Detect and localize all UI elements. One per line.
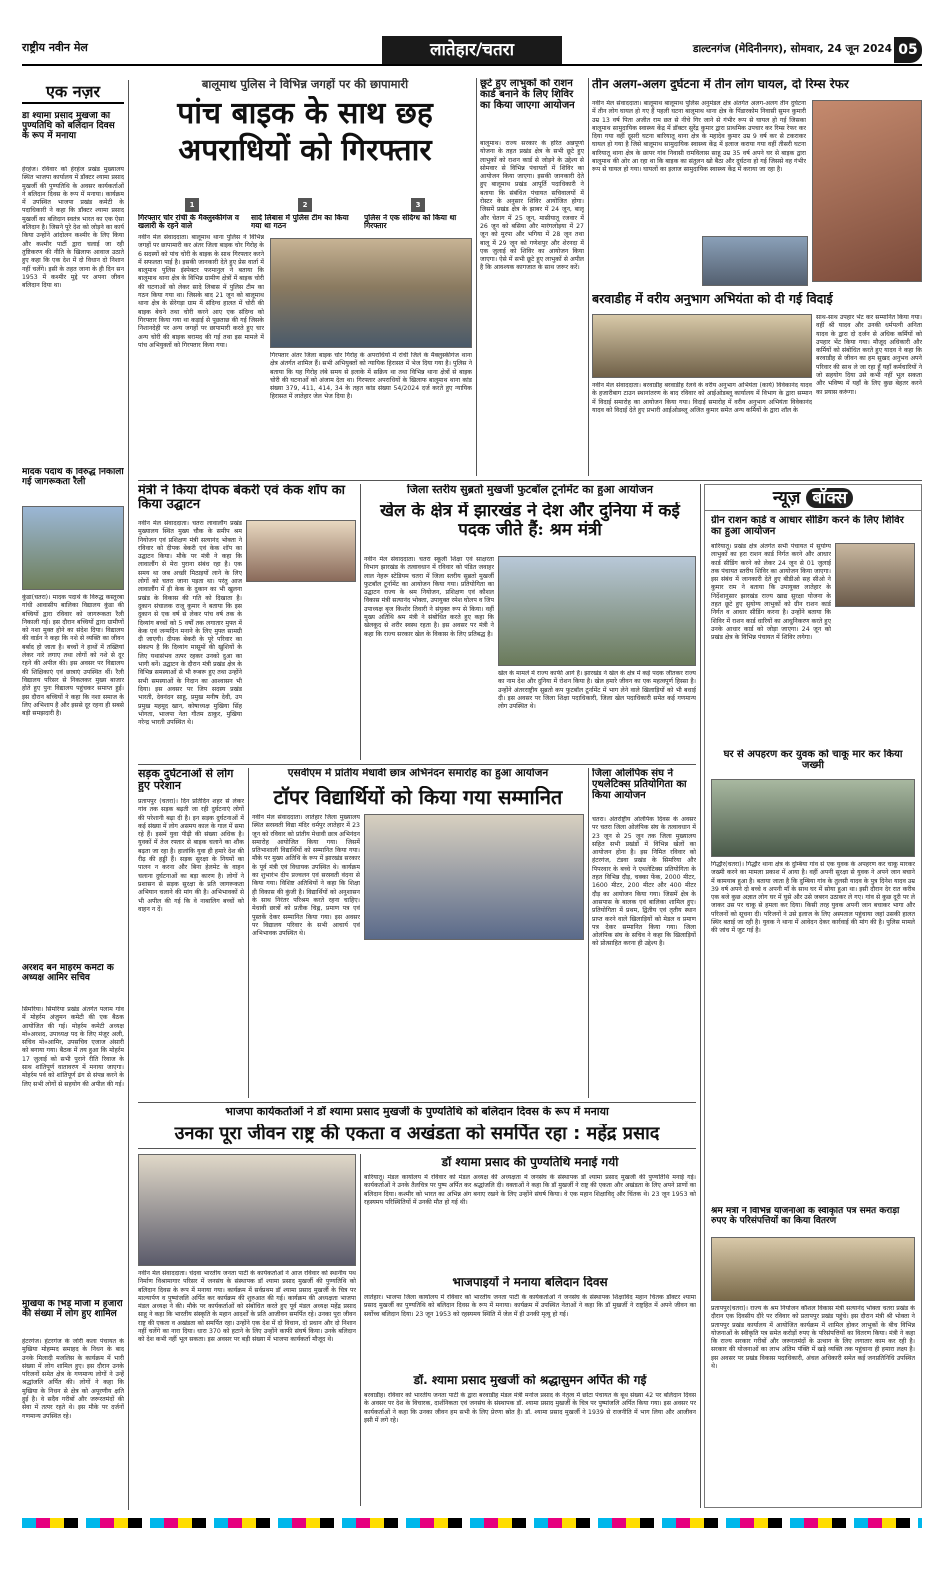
section-title: लातेहार/चतरा xyxy=(382,36,562,64)
page-number: 05 xyxy=(894,37,922,63)
rally-photo xyxy=(22,506,124,590)
nb-s2-headline: घर से अपहरण कर युवक को चाकू मार कर किया जख्मी xyxy=(723,749,903,771)
ration-body: बालूमाथ। राज्य सरकार के हरित अन्नपूर्णा योजना के तहत प्रखंड क्षेत्र के सभी छूटे हुए लाभुकों को राशन कार्ड से जोड़ने के उद्देश्य से सोमवार से विभिन्न पंचायतों में शिविर का आयोजन किया जाएगा। इसकी जानकारी देते हुए बालूमाथ प्रखंड आपूर्ति पदाधिकारी ने बताया कि संबंधित पंचायत सचिवालयों में रोस्टर के अनुसार शिविर आयोजित होगा। जिसमें प्रखंड क्षेत्र के झाबर में 24 जून, बालू और चेताग में 25 जून, मासीयातू रजवार में 26 जून को बसिया और मारंगलोइया में 27 जून को मुरपा और भगिया में 28 जून तथा बालू में 29 जून को गणेशपुर और शेरनदा में एक जुलाई को शिविर का आयोजन किया जाएगा। ऐसे में सभी छूटे हुए लाभुकों से अपील है कि आवश्यक कागजात के साथ जरूर करें। xyxy=(480,140,584,272)
s2-headline: मादक पदार्थ के विरुद्ध निकाली गई जागरूकता रैली xyxy=(22,468,124,487)
column-rule xyxy=(128,80,129,1510)
nb-s2-body: गिद्धौर(चतरा)। गिद्धौर थाना क्षेत्र के दुम्बिया गांव से एक युवक के अपहरण कर चाकू मारकर जख्मी करने का मामला प्रकाश में आया है। वहीं अपनी सुरक्षा से युवक ने अपने जान बचाने में कामयाब हुआ है। बताया जाता है कि दुम्बिया गांव के तुलसी यादव के पुत्र दिनेश यादव उम्र 39 वर्ष अपने दो बच्चे व अपनी माँ के साथ घर में सोया हुआ था। इसी दौरान देर रात करीब एक बजे कुछ अज्ञात लोग घर में घुसे और उसे जबरन उठाकर ले गए। गांव से कुछ दूरी पर ले जाकर उस पर चाकू से हमला कर दिया। किसी तरह युवक अपनी जान बचाकर भागा और परिजनों को सूचना दी। परिजनों ने उसे इलाज के लिए अस्पताल पहुंचाया जहां उसकी हालत स्थिर बताई जा रही है। युवक ने थाना में आवेदन देकर कार्रवाई की मांग की है। पुलिस मामले की जांच में जुट गई है। xyxy=(711,861,915,935)
section-rule xyxy=(138,480,922,481)
news-box xyxy=(704,484,922,1508)
farewell-group-photo xyxy=(592,314,812,378)
toppers-photo xyxy=(364,814,584,940)
s4-headline: मुखिया के भिड़े मौजी में हजारों की संख्या में लोग हुए शामिल xyxy=(22,1300,123,1319)
section-rule xyxy=(138,1102,696,1103)
column-rule xyxy=(248,768,249,1098)
lead-body-left: नवीन मेल संवाददाता। बालूमाथ थाना पुलिस ने विभिन्न जगहों पर छापामारी कर अंतर जिला बाइक चोर गिरोह के 6 सदस्यों को पांच चोरी के बाइक के साथ गिरफ्तार करने में सफलता पाई है। इसकी जानकारी देते हुए प्रेस वार्ता में बालूमाथ पुलिस इंस्पेक्टर फरमानुल ने बताया कि बालूमाथ थाना क्षेत्र के विभिन्न ग्रामीण क्षेत्रों में बाइक चोरी की घटनाओं को लेकर सादे लिबास में पुलिस टीम का गठन किया गया था। जिसके बाद 21 जून को बालूमाथ थाना क्षेत्र के सेरेगड़ा ग्राम में संदिग्ध हालत में चोरी की बाइक बेचने तथा चोरी करने आए एक संदिग्ध को गिरफ्तार किया गया था कड़ाई से पूछताछ की गई जिसके निशानदेही पर अन्य जगहों पर छापामारी करते हुए चार अन्य चोरी की बाइक बरामद की गई तथा इस मामले में पांच अभियुक्तों को गिरफ्तार किया गया। xyxy=(138,234,264,349)
s1-headline: डॉ श्यामा प्रसाद मुखर्जी की पुण्यतिथि को बलिदान दिवस के रूप में मनाया xyxy=(22,112,115,141)
lead-headline: पांच बाइक के साथ छह अपराधियों को गिरफ्तार xyxy=(177,96,433,168)
toppers-kicker: एसवीएम में प्रांतीय मेधावी छात्र अभिनंदन समारोह का हुआ आयोजन xyxy=(287,768,549,779)
brand-name: राष्ट्रीय नवीन मेल xyxy=(22,41,88,54)
registration-color-bar xyxy=(22,1518,922,1528)
toppers-headline: टॉपर विद्यार्थियों को किया गया सम्मानित xyxy=(273,786,563,808)
spm-headline: उनका पूरा जीवन राष्ट्र की एकता व अखंडता को समर्पित रहा : महेंद्र प्रसाद xyxy=(138,1124,696,1149)
nb-s1-photo xyxy=(835,543,915,607)
column-rule xyxy=(476,78,477,476)
column-rule xyxy=(700,484,701,1508)
ek-nazar-title: एक नज़र xyxy=(22,80,124,104)
olympic-headline: जिला ओलंपिक संघ ने एथलेटिक्स प्रतियोगिता का किया आयोजन xyxy=(592,768,687,801)
ration-headline: छूटे हुए लाभुकों को राशन कार्ड बनाने के लिए शिविर का किया जाएगा आयोजन xyxy=(480,78,575,111)
farewell-headline: बरवाडीह में वरीय अनुभाग अभियंता को दी गई विदाई xyxy=(592,292,833,306)
spm-s2-body: बारियातू। मंडल कार्यालय में रविवार को मंडल अध्यक्ष की अध्यक्षता में जनसंघ के संस्थापक डॉ श्यामा प्रसाद मुखर्जी की पुण्यतिथि मनाई गई। कार्यकर्ताओं ने उनके तैलचित्र पर पुष्प अर्पित कर श्रद्धांजलि दी। वक्ताओं ने कहा कि डॉ मुखर्जी ने राष्ट्र की एकता और अखंडता के लिए अपने प्राणों का बलिदान दिया। कश्मीर को भारत का अभिन्न अंग बनाए रखने के लिए उन्होंने संघर्ष किया। वे एक महान शिक्षाविद् और चिंतक थे। 23 जून 1953 को रहस्यमय परिस्थितियों में उनकी मौत हो गई थी। xyxy=(364,1174,696,1206)
subhead-number-3: 3 xyxy=(411,198,425,212)
spm-s4-body: बरवाडीह। रविवार को भारतीय जनता पार्टी के द्वारा बरवाडीह मंडल मंत्री मनोज प्रसाद के नेतृत्व में छोटा पंचायत के बूथ संख्या 42 पर बलिदान दिवस के अवसर पर देश के विचारक, दार्शनिकता एवं जनसंघ के संस्थापक डॉ. श्यामा प्रसाद मुखर्जी के चित्र पर पुष्पांजलि अर्पित किया गया। इस अवसर पर कार्यकर्ताओं ने कहा कि उनका जीवन हम सभी के लिए प्रेरणा स्रोत है। डॉ. श्यामा प्रसाद मुखर्जी ने 1939 से राजनीति में भाग लिया और आजीवन इसी में लगे रहे। xyxy=(364,1392,696,1424)
football-body-right: खेल के मामले में राज्य काफी आगे है। झारखंड ने खेल के क्षेत्र में कई पदक जीतकर राज्य का नाम देश और दुनिया में रोशन किया है। खेल हमारे जीवन का एक महत्वपूर्ण हिस्सा है। उन्होंने अंतरराष्ट्रीय सुब्रतो कप फुटबॉल टूर्नामेंट में भाग लेने वाले खिलाड़ियों को भी बधाई दी। इस अवसर पर जिला शिक्षा पदाधिकारी, जिला खेल पदाधिकारी समेत कई गणमान्य लोग उपस्थित थे। xyxy=(498,670,696,711)
nb-s3-body: प्रतापपुर(चतरा)। राज्य के श्रम नियोजन कौशल विकास मंत्री सत्यानंद भोक्ता चतरा प्रखंड के दौरान एक दिवसीय दौरे पर रविवार को प्रतापपुर प्रखंड पहुंचे। इस दौरान मंत्री श्री भोक्ता ने प्रतापपुर प्रखंड कार्यालय में आयोजित कार्यक्रम में शामिल होकर लाभुकों के बीच विभिन्न योजनाओं के स्वीकृति पत्र समेत करोड़ों रुपए के परिसंपत्तियों का वितरण किया। मंत्री ने कहा कि राज्य सरकार गरीबों और जरूरतमंदों के उत्थान के लिए लगातार काम कर रही है। सरकार की योजनाओं का लाभ अंतिम पंक्ति में खड़े व्यक्ति तक पहुंचाना ही हमारा लक्ष्य है। इस अवसर पर प्रखंड विकास पदाधिकारी, अंचल अधिकारी समेत कई जनप्रतिनिधि उपस्थित थे। xyxy=(711,1305,915,1371)
lead-subheads xyxy=(138,192,472,231)
news-box-title xyxy=(705,485,921,511)
ek-nazar-column xyxy=(22,80,124,1510)
subhead-3-text: पुलिस ने एक संदिग्ध को किया था गिरफ्तार xyxy=(364,214,457,231)
spm-s3-body: लातेहार। भाजपा जिला कार्यालय में रविवार को भारतीय जनता पार्टी के कार्यकर्ताओं ने जनसंघ के संस्थापक शिक्षाविद महान चिंतक डॉक्टर श्यामा प्रसाद मुखर्जी का पुण्यतिथि को बलिदान दिवस के रूप में मनाया। कार्यक्रम में उपस्थित नेताओं ने कहा कि डॉ मुखर्जी ने राष्ट्रहित में अपने जीवन का सर्वोच्च बलिदान दिया। 23 जून 1953 को रहस्यमय स्थिति में जेल में ही उनकी मृत्यु हो गई। xyxy=(364,1294,696,1318)
nb-s3-headline: श्रम मंत्री ने विभिन्न योजनाओं के स्वीकृति पत्र समेत करोड़ों रुपए के परिसंपत्तियों का किया वितरण xyxy=(711,1207,900,1226)
bakery-body-right xyxy=(246,586,356,760)
column-rule xyxy=(588,768,589,1098)
nb-s1-headline: ग्रीन राशन कार्ड व आधार सीडिंग करने के लिए शिविर का हुआ आयोजन xyxy=(711,515,904,537)
farewell-body-right: साथ-साथ उपहार भेंट कर सम्मानित किया गया। वहीं श्री यादव और उनकी धर्मपत्नी अनिता यादव के द्वारा दो दर्जन से अधिक कर्मियों को उपहार भेंट किया गया। मौजूद अधिकारी और कर्मियों को संबोधित करते हुए यादव ने कहा कि बरवाडीह से जीवन का हम सुखद अनुभव अपने परिवार की साथ ले जा रहा हूँ यहाँ कर्मचारियों ने जो सहयोग दिया उसे कभी नहीं भूल सकता और भविष्य में यहाँ के लिए कुछ बेहतर करने का प्रयास करूंगा। xyxy=(816,314,922,396)
football-event-photo xyxy=(498,556,696,666)
injured-child-photo xyxy=(812,100,922,282)
lead-kicker: बालूमाथ पुलिस ने विभिन्न जगहों पर की छापामारी xyxy=(201,78,409,91)
spm-s2-headline: डॉ श्यामा प्रसाद की पुण्यतिथि मनाई गयी xyxy=(441,1156,619,1169)
toppers-body-cont xyxy=(364,944,584,1098)
football-body-left: नवीन मेल संवाददाता। चतरा स्कूली शिक्षा एवं साक्षरता विभाग झारखंड के तत्वावधान में रविवार को पंडित जवाहर लाल नेहरू स्टेडियम चतरा में जिला स्तरीय सुब्रतो मुखर्जी फुटबॉल टूर्नामेंट का आयोजन किया गया। प्रतियोगिता का उद्घाटन राज्य के श्रम नियोजन, प्रशिक्षण एवं कौशल विकास मंत्री सत्यानंद भोक्ता, उपायुक्त रमेश घोलप व जिप उपाध्यक्ष बृज किशोर तिवारी ने संयुक्त रूप से किया। वहीं मुख्य अतिथि श्रम मंत्री ने संबोधित करते हुए कहा कि खेलकूद से शरीर स्वस्थ रहता है। इस अवसर पर मंत्री ने कहा कि राज्य सरकार खेल के विकास के लिए प्रतिबद्ध है। xyxy=(364,556,494,638)
spm-tribute-photo xyxy=(138,1154,356,1266)
injured-patient-photo xyxy=(702,236,808,286)
accident-body: नवीन मेल संवाददाता। बालूमाथ बालूमाथ पुलिस अनुमंडल क्षेत्र अंतर्गत अलग-अलग तीन दुर्घटना में तीन लोग घायल हो गए हैं पहली घटना बालूमाथ थाना क्षेत्र के पिंडारकोम निवासी सुमन कुमारी उम्र 13 वर्ष पिता अजीत राम छत से नीचे गिर जाने से गंभीर रूप से घायल हो गई जिसका बालूमाथ सामुदायिक स्वास्थ्य केंद्र में डॉक्टर सुरेंद्र कुमार द्वारा प्राथमिक उपचार कर रिम्स रेफर कर दिया गया वहीं दूसरी घटना बारियातू थाना क्षेत्र के महादेव कुमार उम्र 9 वर्ष कर से टकराकर घायल हो गया है जिसे बालूमाथ सामुदायिक स्वास्थ्य केंद्र में इलाज कराया गया वहीं तीसरी घटना बारियातू थाना क्षेत्र के छापर गांव निवासी रामविलास साहू उम्र 35 वर्ष अपने घर से बाइक द्वारा बालूमाथ की ओर आ रहा था कि बाइक का संतुलन खो बैठा और दुर्घटना हो गई जिससे वह गंभीर रूप से घायल हो गया। घायलों का इलाज सामुदायिक स्वास्थ्य केंद्र में कराया जा रहा है। xyxy=(592,100,806,174)
bakery-headline: मंत्री ने किया दीपक बेकरी एवं केक शॉप का किया उद्घाटन xyxy=(138,484,346,513)
masthead xyxy=(22,36,922,66)
subhead-2 xyxy=(251,192,359,231)
lead-body-bottom: गिरफ्तार अंतर जिला बाइक चोर गिरोह के अपराधियों में रांची जिले के मैक्लुस्कीगंज थाना क्षेत्र अंतर्गत शामिल हैं। सभी अभियुक्तों को न्यायिक हिरासत में भेज दिया गया है। पुलिस ने बताया कि यह गिरोह लंबे समय से इलाके में सक्रिय था तथा विभिन्न थाना क्षेत्रों से बाइक चोरी की घटनाओं को अंजाम देता था। गिरफ्तार अपराधियों के खिलाफ बालूमाथ थाना कांड संख्या 379, 411, 414, 34 के तहत कांड संख्या 54/2024 दर्ज करते हुए न्यायिक हिरासत में लातेहार जेल भेज दिया है। xyxy=(270,352,472,401)
toppers-body: नवीन मेल संवाददाता। लातेहार जिला मुख्यालय स्थित सरस्वती विद्या मंदिर धर्मपुर लातेहार में 23 जून को रविवार को प्रांतीय मेधावी छात्र अभिनंदन समारोह आयोजित किया गया। जिसमें प्रतिभाशाली विद्यार्थियों को सम्मानित किया गया। मौके पर मुख्य अतिथि के रूप में झारखंड सरकार के पूर्व मंत्री एवं विधायक उपस्थित थे। कार्यक्रम का शुभारंभ दीप प्रज्वलन एवं सरस्वती वंदना से किया गया। विशिष्ट अतिथियों ने कहा कि शिक्षा ही विकास की कुंजी है। विद्यार्थियों को अनुशासन के साथ निरंतर परिश्रम करते रहना चाहिए। मेधावी छात्रों को प्रतीक चिह्न, प्रमाण पत्र एवं पुस्तकें देकर सम्मानित किया गया। इस अवसर पर विद्यालय परिवार के सभी आचार्य एवं अभिभावक उपस्थित थे। xyxy=(252,814,360,938)
accident-headline: तीन अलग-अलग दुर्घटना में तीन लोग घायल, दो रिम्स रेफर xyxy=(592,78,849,91)
bakery-photo xyxy=(246,520,356,582)
nb-s3-photo xyxy=(711,1237,915,1301)
s4-body: हंटरगंज। हंटरगंज के जोरी कला पंचायत के मुखिया मोहम्मद समाहद के निधन के बाद उनके मिलादी मजलिस के कार्यक्रम में भारी संख्या में लोग शामिल हुए। इस दौरान उनके परिजनों समेत क्षेत्र के गणमान्य लोगों ने उन्हें श्रद्धांजलि अर्पित की। लोगों ने कहा कि मुखिया के निधन से क्षेत्र को अपूरणीय क्षति हुई है। वे सदैव गरीबों और जरूरतमंदों की सेवा में तत्पर रहते थे। इस मौके पर दर्जनों गणमान्य उपस्थित रहे। xyxy=(22,1338,124,1420)
nb-s2-photo xyxy=(711,779,915,857)
s3-headline: अरशद बने मोहर्रम कमेटी के अध्यक्ष आमिर सचिव xyxy=(22,964,114,983)
olympic-body: चतरा। अंतर्राष्ट्रीय ओलंपिक दिवस के अवसर पर चतरा जिला ओलंपिक संघ के तत्वावधान में 23 जून से 25 जून तक जिला मुख्यालय सहित सभी प्रखंडों में विभिन्न खेलों का आयोजन होना है। इस निमित रविवार को हंटरगंज, टंडवा प्रखंड के सिमरिया और पिपरवार के बच्चे ने एथलेटिक्स प्रतियोगिता के तहत विभिन्न दौड़, चक्का फेंक, 2000 मीटर, 1600 मीटर, 200 मीटर और 400 मीटर दौड़ का आयोजन किया गया। जिसमें क्षेत्र के आसपास के बालक एवं बालिका शामिल हुए। प्रतियोगिता में प्रथम, द्वितीय एवं तृतीय स्थान प्राप्त करने वाले खिलाड़ियों को मेडल व प्रमाण पत्र देकर सम्मानित किया गया। जिला ओलंपिक संघ के सचिव ने कहा कि खिलाड़ियों को प्रोत्साहित करना ही उद्देश्य है। xyxy=(592,816,696,948)
spm-s3-headline: भाजपाइयों ने मनाया बलिदान दिवस xyxy=(452,1276,608,1289)
subhead-number-1: 1 xyxy=(185,198,199,212)
spm-kicker: भाजपा कार्यकर्ताओं ने डॉ श्यामा प्रसाद मुखर्जी के पुण्यतिथि को बलिदान दिवस के रूप में मनाया xyxy=(225,1106,609,1118)
accidents-rise-body: प्रतापपुर (चतरा)। दिन प्रतिदिन शहर से लेकर गांव तक सड़क बढ़ती जा रही दुर्घटनाएं लोगों की परेशानी बढ़ा दी है। इन सड़क दुर्घटनाओं में कई संख्या में लोग असमय काल के गाल में समा रहे हैं। इसमें युवा पीढ़ी की संख्या अधिक है। युवकों में तेज रफ्तार से बाइक चलाने का शौक बढ़ता जा रहा है। हालांकि युवा ही हमारे देश की रीढ़ की हड्डी हैं। सड़क सुरक्षा के नियमों का पालन न करना और बिना हेलमेट के वाहन चलाना दुर्घटनाओं का बड़ा कारण है। लोगों ने प्रशासन से सड़क सुरक्षा के प्रति जागरूकता अभियान चलाने की मांग की है। अभिभावकों से भी अपील की गई कि वे नाबालिग बच्चों को वाहन न दें। xyxy=(138,798,244,913)
section-rule xyxy=(138,764,696,765)
s2-body: कुंडा(चतरा)। मादक पदार्थ के विरुद्ध कस्तूरबा गांधी आवासीय बालिका विद्यालय कुंडा की बच्चियों द्वारा रविवार को जागरूकता रैली निकाली गई। इस दौरान बच्चियों द्वारा ग्रामीणों को नशा मुक्त होने का संदेश दिया। विद्यालय की वार्डन ने कहा कि नशे से व्यक्ति का जीवन बर्बाद हो जाता है। बच्चों ने हाथों में तख्तियां लेकर नारे लगाए तथा लोगों को नशे से दूर रहने की अपील की। इस अवसर पर विद्यालय की शिक्षिकाएं एवं छात्राएं उपस्थित थीं। रैली विद्यालय परिसर से निकलकर मुख्य बाजार होते हुए पुनः विद्यालय पहुंचकर समाप्त हुई। इस दौरान बच्चियों ने कहा कि नशा समाज के लिए अभिशाप है और इससे दूर रहना ही सबसे बड़ी समझदारी है। xyxy=(22,594,124,718)
column-rule xyxy=(360,1154,361,1506)
farewell-body-left: नवीन मेल संवाददाता। बरवाडीह बरवाडीह रेलवे के वरीय अनुभाग अभियंता (कार्य) विवेकानंद यादव के हजारीबाग टाउन स्थानांतरण के बाद रविवार को आईओडब्लू कार्यालय में विभाग के द्वारा सम्मान में विदाई समारोह का आयोजन किया गया। विदाई समारोह में वरीय अनुभाग अभियंता विवेकानंद यादव को विदाई देते हुए प्रभारी आईओडब्लू अजित कुमार समेत अन्य कर्मियों के द्वारा शॉल के xyxy=(592,382,812,414)
subhead-1-text: गिरफ्तार चोर रांची के मैक्लुस्कीगंज व खलारी के रहने वाले xyxy=(138,214,240,231)
subhead-2-text: सादे लिबास में पुलिस टीम का किया गया था गठन xyxy=(251,214,349,231)
dateline: डाल्टनगंज (मेदिनीनगर), सोमवार, 24 जून 2024 xyxy=(692,43,892,55)
subhead-number-2: 2 xyxy=(298,198,312,212)
accidents-rise-headline: सड़क दुर्घटनाओं से लोग हुए परेशान xyxy=(138,768,234,793)
spm-body: नवीन मेल संवाददाता। चंदवा भारतीय जनता पार्टी के कार्यकर्ताओं ने आज रविवार को स्थानीय पथ निर्माण विश्रामागार परिसर में जनसंघ के संस्थापक डॉ श्यामा प्रसाद मुखर्जी की पुण्यतिथि को बलिदान दिवस के रूप में मनाया गया। कार्यक्रम में सर्वप्रथम डॉ श्यामा प्रसाद मुखर्जी के चित्र पर माल्यार्पण व पुष्पांजलि अर्पित कर कार्यक्रम की शुरुआत की गई। कार्यक्रम की अध्यक्षता भाजपा मंडल अध्यक्ष ने की। मौके पर कार्यकर्ताओं को संबोधित करते हुए पूर्व मंडल अध्यक्ष महेंद्र प्रसाद साहू ने कहा कि भारतीय संस्कृति के महान आदर्शों के प्रति आजीवन समर्पित रहे। उनका पूरा जीवन राष्ट्र की एकता व अखंडता को समर्पित रहा। उन्होंने एक देश में दो विधान, दो प्रधान और दो निशान नहीं चलेंगे का नारा दिया। धारा 370 को हटाने के लिए उन्होंने काफी संघर्ष किया। उनके बलिदान को देश कभी नहीं भूल सकता। इस अवसर पर बड़ी संख्या में भाजपा कार्यकर्ता मौजूद थे। xyxy=(138,1270,356,1344)
news-box-title-a: न्यूज़ xyxy=(772,488,801,508)
football-headline: खेल के क्षेत्र में झारखंड ने देश और दुनिया में कई पदक जीते हैं: श्रम मंत्री xyxy=(380,502,680,540)
nb-s1-body: बारियातू। प्रखंड क्षेत्र अंतर्गत सभी पंचायत में सुयोग्य लाभुकों का हरा राशन कार्ड निर्गत करने और आधार कार्ड सीडिंग करने को लेकर 24 जून से 01 जुलाई तक पंचायत स्तरीय शिविर का आयोजन किया जाएगा। इस संबंध में जानकारी देते हुए बीडीओ सह सीओ ने कुमार राम ने बताया कि उपायुक्त लातेहार के निर्देशानुसार झारखंड राज्य खाद्य सुरक्षा योजना के तहत छूटे हुए सुयोग्य लाभुकों को ग्रीन राशन कार्ड निर्गत व आधार सीडिंग करना है। उन्होंने बताया कि शिविर में राशन कार्ड धारियों का आधुनिकरण करते हुए उनके आधार कार्ड को जोड़ा जाएगा। 24 जून को प्रखंड क्षेत्र के विभिन्न पंचायत में शिविर लगेगा। xyxy=(711,543,831,642)
subhead-3 xyxy=(364,192,472,231)
subhead-1 xyxy=(138,192,246,231)
column-rule xyxy=(360,484,361,760)
arrested-group-photo xyxy=(270,238,472,348)
football-kicker: जिला स्तरीय सुब्रतो मुखर्जी फुटबॉल टूर्नामेंट का हुआ आयोजन xyxy=(406,484,653,496)
news-box-title-b: बॉक्स xyxy=(806,488,853,508)
spm-s4-headline: डॉ. श्यामा प्रसाद मुखर्जी को श्रद्धासुमन अर्पित की गई xyxy=(413,1374,647,1387)
column-rule xyxy=(588,78,589,476)
s1-body: हेरहंज। रविवार को हेरहंज प्रखंड मुख्यालय स्थित भाजपा कार्यालय में डॉक्टर श्यामा प्रसाद मुखर्जी की पुण्यतिथि के अवसर कार्यकर्ताओं ने बलिदान दिवस के रूप में मनाया। कार्यक्रम में उपस्थित भाजपा प्रखंड कमेटी के पदाधिकारी ने कहा कि डॉक्टर श्यामा प्रसाद मुखर्जी का बलिदान स्वतंत्र भारत का एक ऐसा बलिदान है। जिसने पूरे देश को जोड़ने का कार्य किया उन्होंने आंदोलन कश्मीर के लिए किया और कश्मीर पार्टी द्वारा चलाई जा रही तुष्टिकरण की नीति के खिलाफ आवाज उठाते हुए कहा कि एक देश में दो विधान दो निशान नहीं चलेंगे। इसी के तहत जाना के ही दिन सन 1953 में कश्मीर मुद्दे पर अपना जीवन बलिदान दिया था। xyxy=(22,166,124,290)
bakery-body-left: नवीन मेल संवाददाता। चतरा लावालौंग प्रखंड मुख्यालय स्थित मुख्य चौक के समीप श्रम नियोजन एवं प्रशिक्षण मंत्री सत्यानंद भोक्ता ने रविवार को दीपक बेकरी एवं केक शॉप का उद्घाटन किया। मौके पर मंत्री ने कहा कि लावालौंग से मेरा पुराना संबंध रहा है। एक समय था जब अच्छी मिठाइयों लाने के लिए लोगों को चतरा जाना पड़ता था। परंतु आज लावालौंग में ही केक के दुकान का भी खुलना प्रखंड के विकास की गति को दिखाता है। दुकान संचालक राजू कुमार ने बताया कि इस दुकान से एक वर्ष से लेकर पांच वर्ष तक के दिव्यांग बच्चों को 5 वर्षों तक लगातार मुफ्त में केक एवं जन्मदिन मनाने के लिए मुफ्त सामग्री दी जाएगी। दीपक बेकरी के पूरे परिवार का संकल्प है कि दिव्यांग मासूमों की खुशियों के लिए यथासंभव तत्पर रहकर उनको दुआ का भागी बनें। उद्घाटन के दौरान मंत्री प्रखंड क्षेत्र के विभिन्न समस्याओं से भी रूबरू हुए तथा उन्होंने सभी समस्याओं के निदान का आश्वासन भी दिया। इस अवसर पर जिप सदस्य प्रखंड भारती, देवनंदन साहू, प्रमुख मनीष देवी, उप प्रमुख महमूद खान, कोषाध्यक्ष मुखिया सिंह भोगता, भाजपा नेता गौतम ठाकुर, मुखिया नरेन्द्र भारती उपस्थित थे। xyxy=(138,520,242,727)
s3-body: सिमरिया। सिमरिया प्रखंड अंतर्गत पलाम गांव में मोहर्रम अंजुमन कमेटी की एक बैठक आयोजित की गई। मोहर्रम कमेटी अध्यक्ष मो०अरशद, उपाध्यक्ष पद के लिए मंजूर अली, सचिव मो०आमिर, उपसचिव एजाज अंसारी को बनाया गया। बैठक में तय हुआ कि मोहर्रम 17 जुलाई को सभी पुराने रीति रिवाज के साथ शांतिपूर्ण वातावरण में मनाया जाएगा। मोहर्रम पर्व को शांतिपूर्ण ढंग से संपन्न करने के लिए सभी लोगों से सहयोग की अपील की गई। xyxy=(22,1006,124,1088)
